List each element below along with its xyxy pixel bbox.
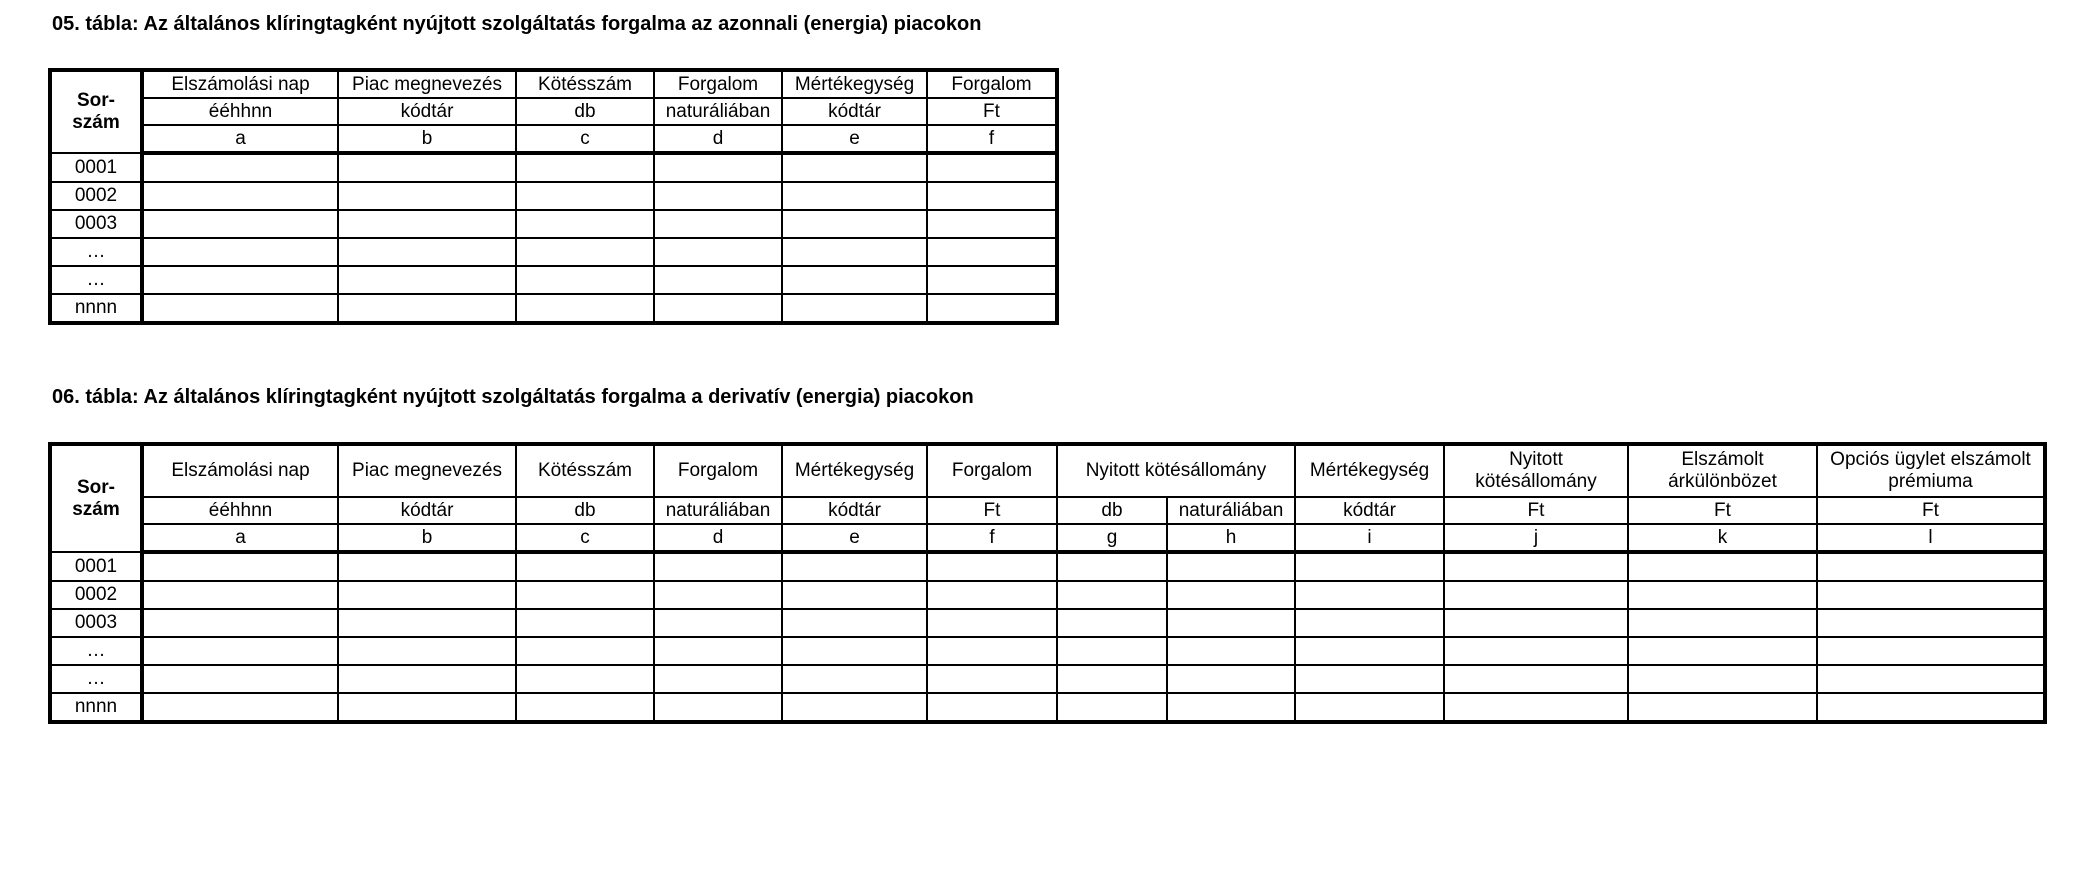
column-letter: b — [338, 524, 516, 552]
data-cell[interactable] — [1167, 552, 1295, 581]
unit-cell: kódtár — [782, 98, 927, 125]
data-cell[interactable] — [1167, 609, 1295, 637]
column-letter: d — [654, 524, 782, 552]
data-cell[interactable] — [142, 210, 338, 238]
data-cell[interactable] — [1295, 665, 1444, 693]
column-letter: k — [1628, 524, 1817, 552]
data-cell[interactable] — [927, 153, 1057, 182]
data-cell[interactable] — [142, 153, 338, 182]
data-cell[interactable] — [142, 294, 338, 323]
data-cell[interactable] — [1295, 609, 1444, 637]
unit-cell: Ft — [927, 98, 1057, 125]
data-cell[interactable] — [927, 609, 1057, 637]
table-05-title: 05. tábla: Az általános klíringtagként nyújtott szolgáltatás forgalma az azonnali (energia) piacokon — [52, 13, 982, 35]
data-cell[interactable] — [1167, 581, 1295, 609]
table-row — [50, 609, 2045, 637]
unit-cell: Ft — [1817, 497, 2045, 524]
data-cell[interactable] — [654, 552, 782, 581]
row-number: … — [50, 637, 142, 665]
unit-cell: db — [516, 98, 654, 125]
row-number: … — [50, 266, 142, 294]
table-05 — [48, 68, 1059, 325]
data-cell[interactable] — [338, 182, 516, 210]
data-cell[interactable] — [654, 266, 782, 294]
data-cell[interactable] — [1817, 581, 2045, 609]
data-cell[interactable] — [338, 693, 516, 722]
column-letter: g — [1057, 524, 1167, 552]
data-cell[interactable] — [927, 637, 1057, 665]
data-cell[interactable] — [1057, 581, 1167, 609]
data-cell[interactable] — [516, 238, 654, 266]
data-cell[interactable] — [142, 693, 338, 722]
data-cell[interactable] — [782, 182, 927, 210]
header-cell: Kötésszám — [516, 70, 654, 98]
table-row — [50, 266, 1057, 294]
data-cell[interactable] — [516, 552, 654, 581]
unit-cell: ééhhnn — [142, 98, 338, 125]
data-cell[interactable] — [516, 210, 654, 238]
column-letter: c — [516, 125, 654, 153]
table-row — [50, 693, 2045, 722]
header-cell: Forgalom — [927, 70, 1057, 98]
data-cell[interactable] — [338, 665, 516, 693]
data-cell[interactable] — [782, 693, 927, 722]
header-cell: Nyitott kötésállomány — [1444, 444, 1628, 497]
data-cell[interactable] — [142, 182, 338, 210]
data-cell[interactable] — [654, 153, 782, 182]
data-cell[interactable] — [338, 552, 516, 581]
header-cell: Nyitott kötésállomány — [1057, 444, 1295, 497]
table-row — [50, 581, 2045, 609]
data-cell[interactable] — [654, 665, 782, 693]
data-cell[interactable] — [1817, 637, 2045, 665]
data-cell[interactable] — [142, 609, 338, 637]
row-number: 0002 — [50, 182, 142, 210]
row-number: nnnn — [50, 294, 142, 323]
data-cell[interactable] — [1628, 665, 1817, 693]
data-cell[interactable] — [654, 609, 782, 637]
header-cell: Piac megnevezés — [338, 444, 516, 497]
data-cell[interactable] — [1057, 693, 1167, 722]
data-cell[interactable] — [142, 552, 338, 581]
data-cell[interactable] — [1167, 665, 1295, 693]
data-cell[interactable] — [1057, 552, 1167, 581]
data-cell[interactable] — [516, 266, 654, 294]
row-number: 0001 — [50, 153, 142, 182]
data-cell[interactable] — [338, 637, 516, 665]
data-cell[interactable] — [927, 294, 1057, 323]
data-cell[interactable] — [338, 609, 516, 637]
row-number: … — [50, 238, 142, 266]
data-cell[interactable] — [338, 294, 516, 323]
sorszam-header: Sor- szám — [50, 70, 142, 153]
header-cell: Opciós ügylet elszámolt prémiuma — [1817, 444, 2045, 497]
data-cell[interactable] — [782, 637, 927, 665]
table-row — [50, 153, 1057, 182]
data-cell[interactable] — [338, 581, 516, 609]
data-cell[interactable] — [782, 266, 927, 294]
data-cell[interactable] — [927, 266, 1057, 294]
data-cell[interactable] — [654, 210, 782, 238]
data-cell[interactable] — [927, 182, 1057, 210]
data-cell[interactable] — [1628, 609, 1817, 637]
unit-cell: kódtár — [782, 497, 927, 524]
header-cell: Mértékegység — [782, 444, 927, 497]
column-letter: l — [1817, 524, 2045, 552]
data-cell[interactable] — [927, 665, 1057, 693]
data-cell[interactable] — [782, 153, 927, 182]
data-cell[interactable] — [516, 693, 654, 722]
data-cell[interactable] — [516, 294, 654, 323]
header-cell: Elszámolt árkülönbözet — [1628, 444, 1817, 497]
data-cell[interactable] — [1167, 693, 1295, 722]
table-row — [50, 210, 1057, 238]
data-cell[interactable] — [1295, 581, 1444, 609]
data-cell[interactable] — [142, 266, 338, 294]
unit-cell: kódtár — [1295, 497, 1444, 524]
row-number: 0003 — [50, 609, 142, 637]
unit-cell: Ft — [1444, 497, 1628, 524]
table-row — [50, 294, 1057, 323]
column-letter: i — [1295, 524, 1444, 552]
sorszam-header: Sor- szám — [50, 444, 142, 552]
data-cell[interactable] — [338, 210, 516, 238]
data-cell[interactable] — [142, 238, 338, 266]
data-cell[interactable] — [1444, 637, 1628, 665]
data-cell[interactable] — [516, 153, 654, 182]
unit-cell: naturáliában — [654, 98, 782, 125]
header-cell: Mértékegység — [1295, 444, 1444, 497]
column-letter: a — [142, 524, 338, 552]
data-cell[interactable] — [927, 210, 1057, 238]
column-letter: b — [338, 125, 516, 153]
data-cell[interactable] — [782, 609, 927, 637]
unit-cell: kódtár — [338, 98, 516, 125]
header-cell: Kötésszám — [516, 444, 654, 497]
data-cell[interactable] — [782, 294, 927, 323]
data-cell[interactable] — [782, 552, 927, 581]
data-cell[interactable] — [654, 637, 782, 665]
unit-cell: db — [516, 497, 654, 524]
unit-cell: Ft — [927, 497, 1057, 524]
column-letter: a — [142, 125, 338, 153]
data-cell[interactable] — [338, 238, 516, 266]
column-letter: c — [516, 524, 654, 552]
data-cell[interactable] — [927, 581, 1057, 609]
data-cell[interactable] — [1057, 637, 1167, 665]
table-row — [50, 552, 2045, 581]
header-cell: Mértékegység — [782, 70, 927, 98]
table-row — [50, 637, 2045, 665]
data-cell[interactable] — [654, 294, 782, 323]
table-row — [50, 665, 2045, 693]
row-number: 0002 — [50, 581, 142, 609]
data-cell[interactable] — [516, 665, 654, 693]
data-cell[interactable] — [654, 693, 782, 722]
row-number: 0001 — [50, 552, 142, 581]
data-cell[interactable] — [782, 210, 927, 238]
data-cell[interactable] — [782, 581, 927, 609]
column-letter: f — [927, 125, 1057, 153]
table-06 — [48, 442, 2047, 724]
table-row — [50, 182, 1057, 210]
unit-cell: naturáliában — [1167, 497, 1295, 524]
data-cell[interactable] — [142, 665, 338, 693]
column-letter: j — [1444, 524, 1628, 552]
unit-cell: Ft — [1628, 497, 1817, 524]
table-06-title: 06. tábla: Az általános klíringtagként nyújtott szolgáltatás forgalma a derivatív (energia) piacokon — [52, 386, 974, 408]
unit-cell: naturáliában — [654, 497, 782, 524]
data-cell[interactable] — [1444, 609, 1628, 637]
data-cell[interactable] — [1628, 581, 1817, 609]
header-cell: Forgalom — [654, 70, 782, 98]
data-cell[interactable] — [927, 552, 1057, 581]
data-cell[interactable] — [516, 581, 654, 609]
column-letter: d — [654, 125, 782, 153]
data-cell[interactable] — [142, 581, 338, 609]
data-cell[interactable] — [927, 238, 1057, 266]
header-cell: Forgalom — [654, 444, 782, 497]
data-cell[interactable] — [1817, 665, 2045, 693]
data-cell[interactable] — [1444, 552, 1628, 581]
data-cell[interactable] — [782, 238, 927, 266]
data-cell[interactable] — [1817, 552, 2045, 581]
row-number: 0003 — [50, 210, 142, 238]
unit-cell: ééhhnn — [142, 497, 338, 524]
data-cell[interactable] — [1628, 637, 1817, 665]
header-cell: Forgalom — [927, 444, 1057, 497]
data-cell[interactable] — [1295, 637, 1444, 665]
data-cell[interactable] — [782, 665, 927, 693]
data-cell[interactable] — [654, 182, 782, 210]
column-letter: e — [782, 125, 927, 153]
data-cell[interactable] — [142, 637, 338, 665]
data-cell[interactable] — [654, 581, 782, 609]
unit-cell: db — [1057, 497, 1167, 524]
data-cell[interactable] — [516, 182, 654, 210]
row-number: nnnn — [50, 693, 142, 722]
data-cell[interactable] — [1628, 552, 1817, 581]
data-cell[interactable] — [338, 153, 516, 182]
data-cell[interactable] — [927, 693, 1057, 722]
column-letter: f — [927, 524, 1057, 552]
data-cell[interactable] — [1057, 609, 1167, 637]
header-cell: Elszámolási nap — [142, 444, 338, 497]
data-cell[interactable] — [1444, 581, 1628, 609]
unit-cell: kódtár — [338, 497, 516, 524]
row-number: … — [50, 665, 142, 693]
data-cell[interactable] — [654, 238, 782, 266]
data-cell[interactable] — [1444, 665, 1628, 693]
data-cell[interactable] — [1444, 693, 1628, 722]
data-cell[interactable] — [1628, 693, 1817, 722]
data-cell[interactable] — [1817, 609, 2045, 637]
header-cell: Elszámolási nap — [142, 70, 338, 98]
column-letter: h — [1167, 524, 1295, 552]
data-cell[interactable] — [1295, 552, 1444, 581]
data-cell[interactable] — [1817, 693, 2045, 722]
data-cell[interactable] — [338, 266, 516, 294]
column-letter: e — [782, 524, 927, 552]
data-cell[interactable] — [1167, 637, 1295, 665]
data-cell[interactable] — [516, 637, 654, 665]
header-cell: Piac megnevezés — [338, 70, 516, 98]
data-cell[interactable] — [1295, 693, 1444, 722]
data-cell[interactable] — [1057, 665, 1167, 693]
table-row — [50, 238, 1057, 266]
data-cell[interactable] — [516, 609, 654, 637]
